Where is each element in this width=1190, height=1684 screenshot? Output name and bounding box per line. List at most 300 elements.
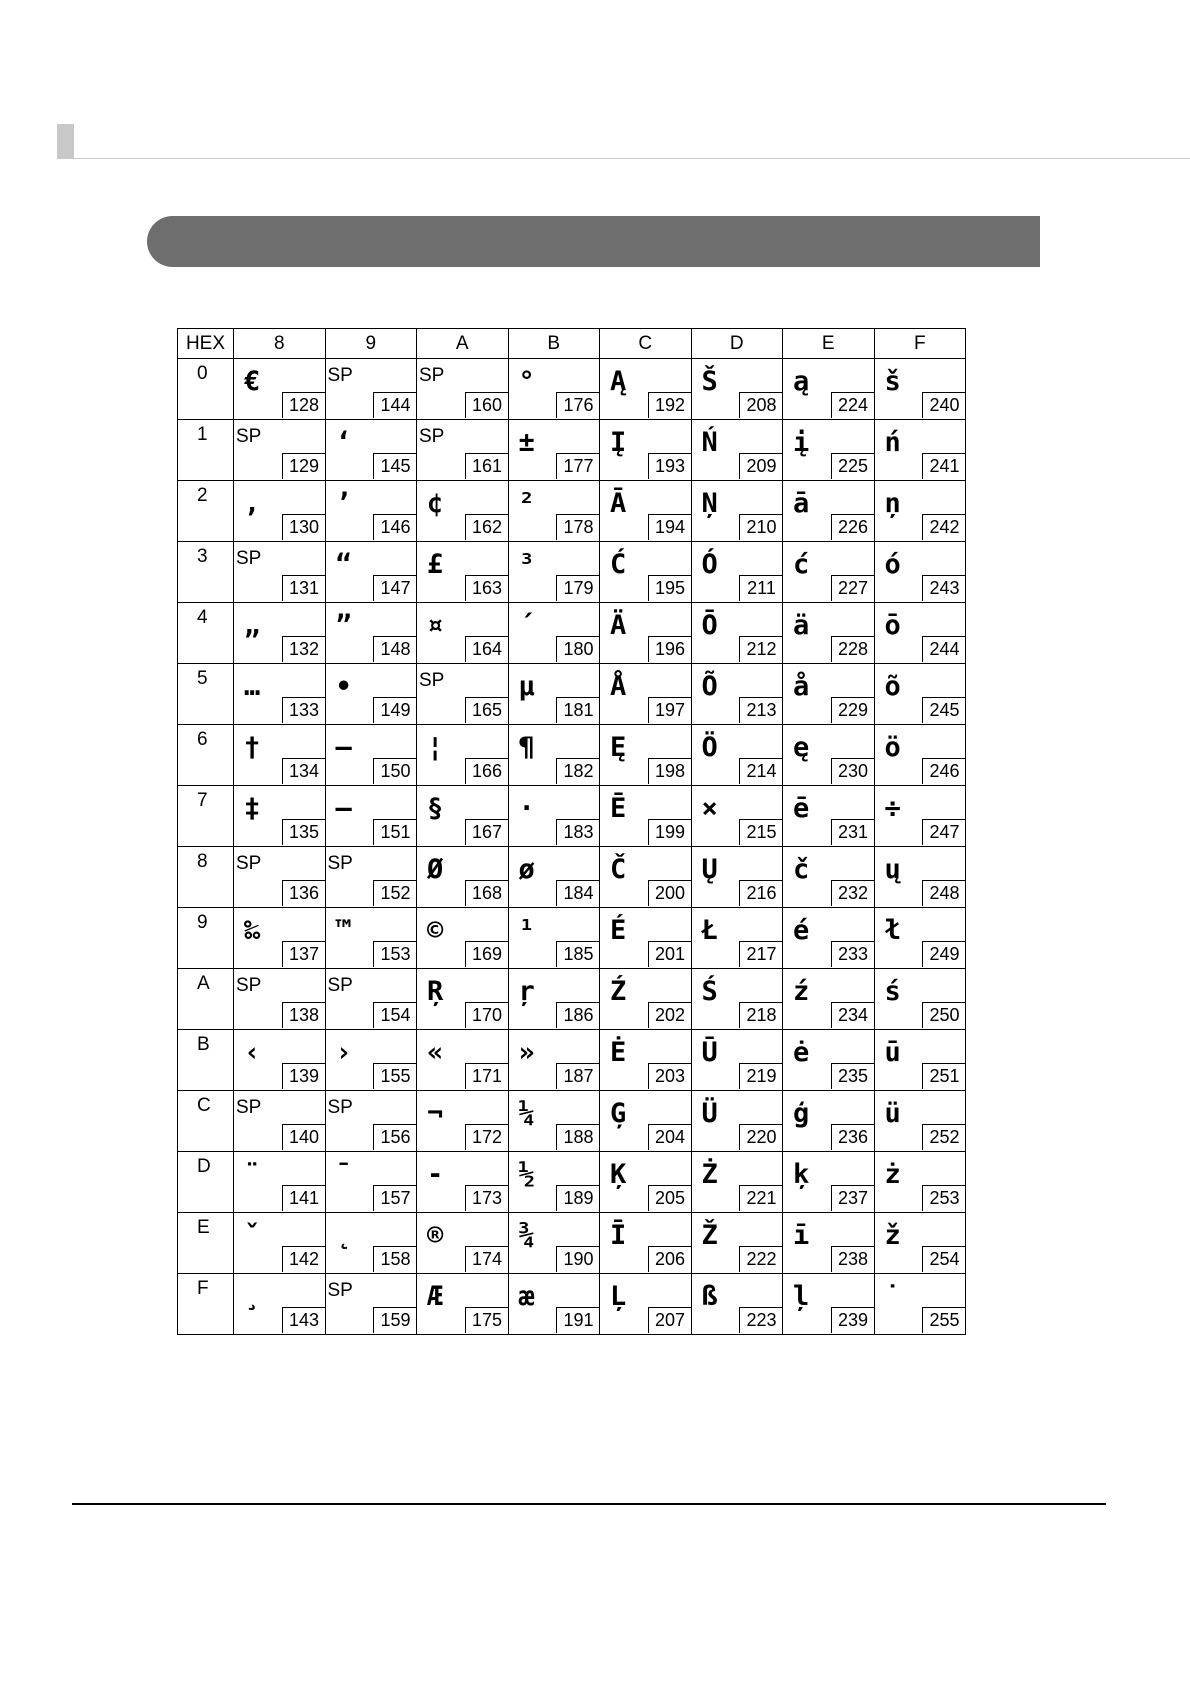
char-cell [783, 786, 875, 847]
char-glyph: ¼ [518, 1098, 535, 1129]
decimal-code: 213 [739, 697, 783, 723]
row-hex-label: 0 [178, 359, 234, 420]
char-glyph: Ų [701, 854, 718, 885]
char-glyph: ļ [793, 1281, 810, 1312]
char-cell [783, 420, 875, 481]
space-label: SP [236, 853, 262, 874]
char-cell [417, 664, 509, 725]
char-glyph: ē [793, 793, 810, 824]
char-cell [600, 908, 692, 969]
decimal-code: 196 [648, 636, 692, 662]
char-cell [508, 1091, 600, 1152]
char-cell [508, 969, 600, 1030]
decimal-code: 143 [282, 1307, 326, 1333]
decimal-code: 201 [648, 941, 692, 967]
decimal-code: 191 [556, 1307, 600, 1333]
char-cell [783, 481, 875, 542]
char-glyph: ŗ [518, 976, 535, 1007]
char-cell [600, 359, 692, 420]
char-cell [325, 847, 417, 908]
row-hex-label: B [178, 1030, 234, 1091]
char-cell [691, 664, 783, 725]
char-glyph: ™ [335, 915, 352, 946]
space-label: SP [236, 975, 262, 996]
char-glyph: × [701, 793, 718, 824]
decimal-code: 208 [739, 392, 783, 418]
char-glyph: ” [335, 610, 352, 641]
char-glyph: « [427, 1037, 444, 1068]
decimal-code: 176 [556, 392, 600, 418]
char-cell [600, 1030, 692, 1091]
char-cell [874, 847, 966, 908]
decimal-code: 226 [831, 514, 875, 540]
decimal-code: 182 [556, 758, 600, 784]
char-glyph: Ó [701, 549, 718, 580]
decimal-code: 183 [556, 819, 600, 845]
space-label: SP [327, 975, 353, 996]
footer-rule [72, 1503, 1106, 1505]
decimal-code: 132 [282, 636, 326, 662]
char-cell [691, 725, 783, 786]
table-row [178, 786, 966, 847]
decimal-code: 193 [648, 453, 692, 479]
row-hex-label: 7 [178, 786, 234, 847]
char-glyph: Č [610, 854, 627, 885]
char-cell [417, 1030, 509, 1091]
char-glyph: ¯ [335, 1159, 352, 1190]
char-cell [234, 420, 326, 481]
char-cell [600, 481, 692, 542]
char-glyph: ņ [884, 488, 901, 519]
decimal-code: 158 [373, 1246, 417, 1272]
table-body [178, 359, 966, 1335]
decimal-code: 247 [922, 819, 966, 845]
decimal-code: 149 [373, 697, 417, 723]
char-cell [234, 725, 326, 786]
char-glyph: — [335, 793, 352, 824]
char-cell [234, 664, 326, 725]
char-cell [325, 725, 417, 786]
decimal-code: 160 [465, 392, 509, 418]
decimal-code: 199 [648, 819, 692, 845]
title-bar [147, 216, 1040, 267]
char-cell [508, 542, 600, 603]
char-cell [874, 542, 966, 603]
char-glyph: õ [884, 671, 901, 702]
column-header: F [874, 329, 966, 359]
decimal-code: 135 [282, 819, 326, 845]
char-cell [508, 1213, 600, 1274]
row-hex-label: E [178, 1213, 234, 1274]
char-glyph: ū [884, 1037, 901, 1068]
char-cell [874, 908, 966, 969]
decimal-code: 253 [922, 1185, 966, 1211]
char-cell [508, 603, 600, 664]
char-glyph: é [793, 915, 810, 946]
table-header-row [178, 329, 966, 359]
char-glyph: ą [793, 366, 810, 397]
char-glyph: Ŗ [427, 976, 444, 1007]
char-glyph: Ž [701, 1220, 718, 1251]
char-glyph: ö [884, 732, 901, 763]
char-cell [874, 786, 966, 847]
char-cell [234, 542, 326, 603]
char-cell [325, 1152, 417, 1213]
decimal-code: 223 [739, 1307, 783, 1333]
decimal-code: 207 [648, 1307, 692, 1333]
char-cell [783, 1152, 875, 1213]
char-cell [783, 1274, 875, 1335]
char-glyph: ¦ [427, 732, 444, 763]
char-glyph: © [427, 915, 444, 946]
table-row [178, 725, 966, 786]
char-glyph: ÷ [884, 793, 901, 824]
char-glyph: ‹ [244, 1037, 261, 1068]
char-cell [325, 603, 417, 664]
char-cell [600, 1091, 692, 1152]
char-glyph: ¹ [518, 915, 535, 946]
decimal-code: 242 [922, 514, 966, 540]
decimal-code: 180 [556, 636, 600, 662]
decimal-code: 137 [282, 941, 326, 967]
decimal-code: 130 [282, 514, 326, 540]
column-header: D [691, 329, 783, 359]
char-cell [691, 603, 783, 664]
decimal-code: 252 [922, 1124, 966, 1150]
space-label: SP [327, 365, 353, 386]
char-cell [691, 847, 783, 908]
char-cell [691, 1091, 783, 1152]
decimal-code: 249 [922, 941, 966, 967]
char-cell [691, 359, 783, 420]
decimal-code: 146 [373, 514, 417, 540]
table-row [178, 1030, 966, 1091]
row-hex-label: 5 [178, 664, 234, 725]
char-glyph: Å [610, 671, 627, 702]
decimal-code: 186 [556, 1002, 600, 1028]
char-glyph: æ [518, 1281, 535, 1312]
decimal-code: 209 [739, 453, 783, 479]
char-cell [325, 359, 417, 420]
char-glyph: ³ [518, 549, 535, 580]
char-cell [691, 786, 783, 847]
char-cell [874, 481, 966, 542]
char-glyph: “ [335, 549, 352, 580]
char-glyph: Ü [701, 1098, 718, 1129]
space-label: SP [419, 670, 445, 691]
char-glyph: Į [610, 427, 627, 458]
decimal-code: 175 [465, 1307, 509, 1333]
char-cell [600, 725, 692, 786]
char-cell [600, 664, 692, 725]
char-cell [783, 725, 875, 786]
char-glyph: › [335, 1037, 352, 1068]
char-glyph: Ō [701, 610, 718, 641]
char-glyph: … [244, 671, 261, 702]
char-glyph: Ź [610, 976, 627, 1007]
table-row [178, 420, 966, 481]
char-cell [508, 664, 600, 725]
decimal-code: 154 [373, 1002, 417, 1028]
decimal-code: 136 [282, 880, 326, 906]
char-cell [874, 603, 966, 664]
char-glyph: Ņ [701, 488, 718, 519]
char-glyph: ˛ [335, 1220, 352, 1251]
decimal-code: 229 [831, 697, 875, 723]
char-cell [234, 908, 326, 969]
char-glyph: ¾ [518, 1220, 535, 1251]
decimal-code: 181 [556, 697, 600, 723]
char-glyph: ü [884, 1098, 901, 1129]
char-cell [234, 786, 326, 847]
char-cell [234, 1091, 326, 1152]
char-cell [600, 1152, 692, 1213]
decimal-code: 206 [648, 1246, 692, 1272]
space-label: SP [419, 426, 445, 447]
decimal-code: 230 [831, 758, 875, 784]
char-glyph: ß [701, 1281, 718, 1312]
char-glyph: ó [884, 549, 901, 580]
char-cell [325, 481, 417, 542]
char-glyph: ‡ [244, 793, 261, 824]
decimal-code: 131 [282, 575, 326, 601]
char-glyph: ō [884, 610, 901, 641]
char-cell [417, 359, 509, 420]
char-glyph: ķ [793, 1159, 810, 1190]
char-cell [325, 1213, 417, 1274]
char-cell [234, 969, 326, 1030]
row-hex-label: 9 [178, 908, 234, 969]
decimal-code: 187 [556, 1063, 600, 1089]
column-header: 9 [325, 329, 417, 359]
char-glyph: Ģ [610, 1098, 627, 1129]
decimal-code: 147 [373, 575, 417, 601]
char-cell [234, 359, 326, 420]
char-cell [691, 1213, 783, 1274]
char-glyph: Ė [610, 1037, 627, 1068]
char-cell [417, 725, 509, 786]
char-cell [417, 847, 509, 908]
char-glyph: ś [884, 976, 901, 1007]
char-glyph: ˙ [884, 1281, 901, 1312]
char-cell [417, 481, 509, 542]
char-cell [783, 603, 875, 664]
decimal-code: 148 [373, 636, 417, 662]
char-glyph: ½ [518, 1159, 535, 1190]
char-glyph: š [884, 366, 901, 397]
decimal-code: 221 [739, 1185, 783, 1211]
char-glyph: Ā [610, 488, 627, 519]
char-cell [417, 603, 509, 664]
decimal-code: 233 [831, 941, 875, 967]
char-glyph: ˇ [244, 1220, 261, 1251]
decimal-code: 216 [739, 880, 783, 906]
char-cell [508, 359, 600, 420]
char-glyph: § [427, 793, 444, 824]
decimal-code: 212 [739, 636, 783, 662]
char-glyph: Ļ [610, 1281, 627, 1312]
char-glyph: Š [701, 366, 718, 397]
decimal-code: 163 [465, 575, 509, 601]
char-cell [874, 1030, 966, 1091]
char-cell [508, 847, 600, 908]
decimal-code: 240 [922, 392, 966, 418]
decimal-code: 203 [648, 1063, 692, 1089]
decimal-code: 214 [739, 758, 783, 784]
char-cell [783, 847, 875, 908]
space-label: SP [419, 365, 445, 386]
char-glyph: ’ [335, 488, 352, 519]
table-row [178, 359, 966, 420]
decimal-code: 165 [465, 697, 509, 723]
char-cell [508, 420, 600, 481]
char-glyph: Ä [610, 610, 627, 641]
char-glyph: ² [518, 488, 535, 519]
decimal-code: 238 [831, 1246, 875, 1272]
decimal-code: 159 [373, 1307, 417, 1333]
char-cell [417, 1091, 509, 1152]
char-cell [325, 664, 417, 725]
char-cell [600, 969, 692, 1030]
space-label: SP [327, 1097, 353, 1118]
char-cell [691, 420, 783, 481]
char-cell [874, 725, 966, 786]
decimal-code: 200 [648, 880, 692, 906]
section-divider [57, 158, 1190, 159]
space-label: SP [236, 1097, 262, 1118]
char-cell [691, 1274, 783, 1335]
char-glyph: ¢ [427, 488, 444, 519]
char-cell [874, 359, 966, 420]
char-cell [417, 1152, 509, 1213]
char-glyph: Ķ [610, 1159, 627, 1190]
char-glyph: ¶ [518, 732, 535, 763]
decimal-code: 243 [922, 575, 966, 601]
char-cell [874, 420, 966, 481]
decimal-code: 151 [373, 819, 417, 845]
table-row [178, 969, 966, 1030]
column-header: A [417, 329, 509, 359]
table-row [178, 481, 966, 542]
decimal-code: 141 [282, 1185, 326, 1211]
char-cell [234, 1030, 326, 1091]
char-cell [325, 969, 417, 1030]
char-glyph: É [610, 915, 627, 946]
char-cell [783, 664, 875, 725]
space-label: SP [327, 853, 353, 874]
row-hex-label: F [178, 1274, 234, 1335]
space-label: SP [236, 426, 262, 447]
decimal-code: 251 [922, 1063, 966, 1089]
table-row [178, 542, 966, 603]
decimal-code: 232 [831, 880, 875, 906]
char-cell [325, 786, 417, 847]
row-hex-label: 8 [178, 847, 234, 908]
space-label: SP [327, 1280, 353, 1301]
decimal-code: 222 [739, 1246, 783, 1272]
space-label: SP [236, 548, 262, 569]
decimal-code: 218 [739, 1002, 783, 1028]
decimal-code: 244 [922, 636, 966, 662]
char-glyph: Ż [701, 1159, 718, 1190]
char-cell [325, 1030, 417, 1091]
char-cell [508, 908, 600, 969]
char-cell [508, 1274, 600, 1335]
char-cell [783, 1091, 875, 1152]
decimal-code: 150 [373, 758, 417, 784]
char-glyph: ę [793, 732, 810, 763]
decimal-code: 250 [922, 1002, 966, 1028]
char-cell [234, 603, 326, 664]
decimal-code: 170 [465, 1002, 509, 1028]
char-glyph: Õ [701, 671, 718, 702]
table-row [178, 847, 966, 908]
char-glyph: - [427, 1159, 444, 1190]
char-glyph: Ę [610, 732, 627, 763]
decimal-code: 161 [465, 453, 509, 479]
decimal-code: 195 [648, 575, 692, 601]
decimal-code: 129 [282, 453, 326, 479]
hex-corner-header: HEX [178, 329, 234, 359]
char-cell [691, 1152, 783, 1213]
char-cell [508, 1152, 600, 1213]
char-cell [600, 1274, 692, 1335]
char-glyph: ¤ [427, 610, 444, 641]
table-row [178, 664, 966, 725]
char-glyph: ‘ [335, 427, 352, 458]
decimal-code: 236 [831, 1124, 875, 1150]
char-cell [600, 603, 692, 664]
char-cell [874, 1152, 966, 1213]
char-cell [783, 969, 875, 1030]
char-cell [325, 1274, 417, 1335]
decimal-code: 133 [282, 697, 326, 723]
decimal-code: 140 [282, 1124, 326, 1150]
decimal-code: 156 [373, 1124, 417, 1150]
char-glyph: € [244, 366, 261, 397]
decimal-code: 198 [648, 758, 692, 784]
decimal-code: 174 [465, 1246, 509, 1272]
char-glyph: ģ [793, 1098, 810, 1129]
character-code-table [177, 328, 966, 1335]
decimal-code: 184 [556, 880, 600, 906]
char-glyph: † [244, 732, 261, 763]
decimal-code: 178 [556, 514, 600, 540]
column-header: B [508, 329, 600, 359]
decimal-code: 167 [465, 819, 509, 845]
decimal-code: 234 [831, 1002, 875, 1028]
row-hex-label: 3 [178, 542, 234, 603]
char-glyph: ¨ [244, 1159, 261, 1190]
char-cell [417, 786, 509, 847]
char-cell [325, 1091, 417, 1152]
char-glyph: ń [884, 427, 901, 458]
char-glyph: ā [793, 488, 810, 519]
row-hex-label: 2 [178, 481, 234, 542]
char-cell [600, 786, 692, 847]
decimal-code: 185 [556, 941, 600, 967]
char-cell [874, 1213, 966, 1274]
decimal-code: 227 [831, 575, 875, 601]
char-glyph: ¸ [244, 1281, 261, 1312]
row-hex-label: 1 [178, 420, 234, 481]
char-cell [783, 908, 875, 969]
decimal-code: 197 [648, 697, 692, 723]
column-header: C [600, 329, 692, 359]
decimal-code: 215 [739, 819, 783, 845]
char-glyph: ´ [518, 610, 535, 641]
decimal-code: 188 [556, 1124, 600, 1150]
